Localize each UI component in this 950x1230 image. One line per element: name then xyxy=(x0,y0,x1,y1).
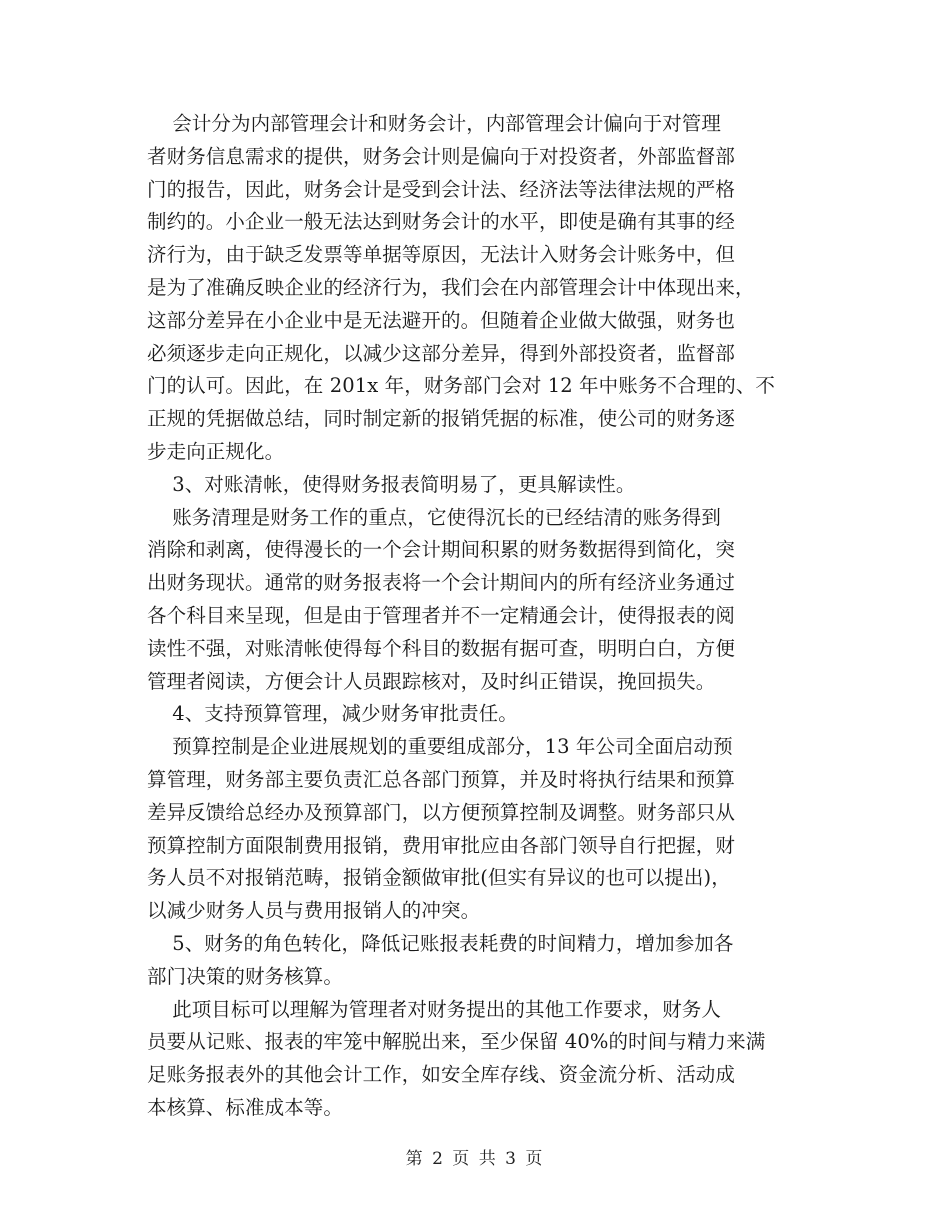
text-line: 门的认可。因此，在 201x 年，财务部门会对 12 年中账务不合理的、不 xyxy=(147,374,776,398)
section-heading: 部门决策的财务核算。 xyxy=(147,964,344,988)
section-heading: 3、对账清帐，使得财务报表简明易了，更具解读性。 xyxy=(147,472,636,496)
text-line: 各个科目来呈现，但是由于管理者并不一定精通会计，使得报表的阅 xyxy=(147,603,736,627)
text-line: 这部分差异在小企业中是无法避开的。但随着企业做大做强，财务也 xyxy=(147,308,736,332)
text-line: 足账务报表外的其他会计工作，如安全库存线、资金流分析、活动成 xyxy=(147,1063,736,1087)
text-line: 预算控制方面限制费用报销，费用审批应由各部门领导自行把握，财 xyxy=(147,833,736,857)
text-line: 账务清理是财务工作的重点，它使得沉长的已经结清的账务得到 xyxy=(147,505,721,529)
section-heading: 5、财务的角色转化，降低记账报表耗费的时间精力，增加参加各 xyxy=(147,931,734,955)
text-line: 务人员不对报销范畴，报销金额做审批(但实有异议的也可以提出)， xyxy=(147,866,731,890)
text-line: 会计分为内部管理会计和财务会计，内部管理会计偏向于对管理 xyxy=(147,112,721,135)
text-line: 济行为，由于缺乏发票等单据等原因，无法计入财务会计账务中，但 xyxy=(147,243,736,267)
text-line: 员要从记账、报表的牢笼中解脱出来，至少保留 40%的时间与精力来满 xyxy=(147,1030,766,1054)
text-line: 消除和剥离，使得漫长的一个会计期间积累的财务数据得到简化，突 xyxy=(147,538,736,562)
text-line: 本核算、标准成本等。 xyxy=(147,1095,344,1119)
text-line: 正规的凭据做总结，同时制定新的报销凭据的标准，使公司的财务逐 xyxy=(147,407,736,431)
text-line: 以减少财务人员与费用报销人的冲突。 xyxy=(147,899,481,923)
body-text xyxy=(147,108,807,1125)
text-line: 步走向正规化。 xyxy=(147,439,285,463)
text-line: 门的报告，因此，财务会计是受到会计法、经济法等法律法规的严格 xyxy=(147,177,736,201)
text-line: 差异反馈给总经办及预算部门，以方便预算控制及调整。财务部只从 xyxy=(147,800,736,824)
text-line: 出财务现状。通常的财务报表将一个会计期间内的所有经济业务通过 xyxy=(147,571,736,595)
text-line: 是为了准确反映企业的经济行为，我们会在内部管理会计中体现出来， xyxy=(147,275,755,299)
text-line: 读性不强，对账清帐使得每个科目的数据有据可查，明明白白，方便 xyxy=(147,636,736,660)
text-line: 算管理，财务部主要负责汇总各部门预算，并及时将执行结果和预算 xyxy=(147,767,736,791)
section-heading: 4、支持预算管理，减少财务审批责任。 xyxy=(147,702,518,726)
text-line: 制约的。小企业一般无法达到财务会计的水平，即使是确有其事的经 xyxy=(147,210,736,234)
text-line: 管理者阅读，方便会计人员跟踪核对，及时纠正错误，挽回损失。 xyxy=(147,669,716,693)
text-line: 此项目标可以理解为管理者对财务提出的其他工作要求，财务人 xyxy=(147,997,721,1021)
text-line: 预算控制是企业进展规划的重要组成部分，13 年公司全面启动预 xyxy=(147,735,733,759)
text-line: 者财务信息需求的提供，财务会计则是偏向于对投资者，外部监督部 xyxy=(147,144,736,168)
page-number: 第 2 页 共 3 页 xyxy=(405,1149,545,1169)
text-line: 必须逐步走向正规化，以减少这部分差异，得到外部投资者，监督部 xyxy=(147,341,736,365)
